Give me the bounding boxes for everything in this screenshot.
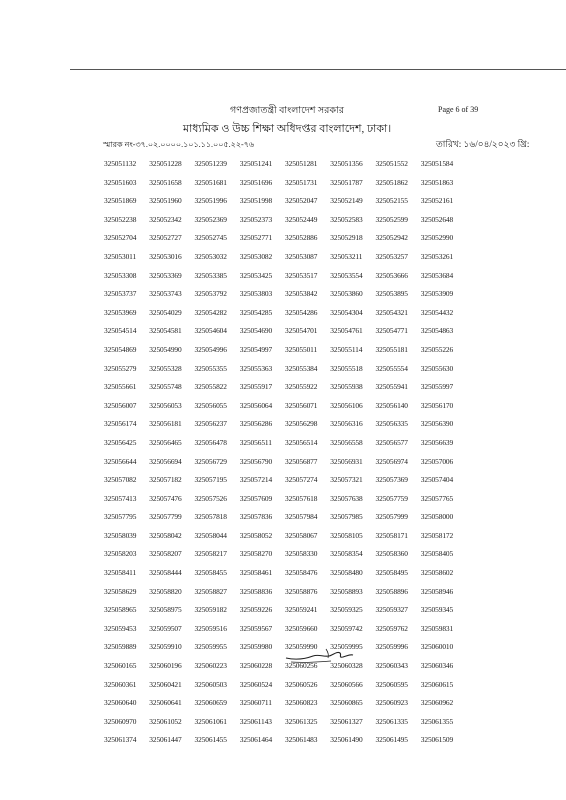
roll-number-cell: 325059955 [194,642,227,652]
roll-number-cell: 325056174 [104,419,137,429]
roll-number-cell: 325054581 [149,326,182,336]
roll-number-cell: 325054304 [330,307,363,317]
roll-number-cell: 325058039 [104,530,137,540]
roll-number-cell: 325058876 [285,586,318,596]
roll-number-cell: 325056694 [149,456,182,466]
roll-number-cell: 325058965 [104,605,137,615]
roll-number-cell: 325052238 [104,214,137,224]
signature-icon [283,644,363,666]
roll-number-cell: 325053792 [194,289,227,299]
roll-number-cell: 325054282 [194,307,227,317]
roll-number-cell: 325051731 [285,177,318,187]
roll-number-cell: 325058067 [285,530,318,540]
roll-number-cell: 325055363 [239,363,273,373]
roll-number-cell: 325061374 [104,735,137,745]
roll-number-cell: 325057984 [285,512,318,522]
roll-number-cell: 325056316 [330,419,363,429]
roll-number-cell: 325058207 [149,549,182,559]
roll-number-cell: 325055917 [239,382,273,392]
roll-number-cell: 325052155 [375,196,408,206]
roll-number-cell: 325059990 [285,642,318,652]
roll-number-cell: 325057985 [330,512,363,522]
roll-number-cell: 325059980 [239,642,273,652]
roll-number-cell: 325053743 [149,289,182,299]
roll-number-cell: 325054771 [375,326,408,336]
roll-number-cell: 325058461 [239,568,273,578]
roll-number-cell: 325061143 [239,716,272,726]
roll-number-cell: 325051681 [194,177,227,187]
roll-number-cell: 325051281 [285,159,318,168]
roll-number-cell: 325053032 [194,251,227,261]
roll-number-cell: 325059996 [375,642,408,652]
roll-number-cell: 325058105 [330,530,363,540]
roll-number-cell: 325060641 [149,698,182,708]
roll-number-cell: 325057795 [104,512,137,522]
roll-number-cell: 325052161 [420,196,454,206]
roll-number-cell: 325057526 [194,493,227,503]
roll-number-cell: 325056237 [194,419,227,429]
roll-number-cell: 325056729 [194,456,227,466]
roll-number-cell: 325053860 [330,289,363,299]
roll-number-cell: 325061447 [149,735,182,745]
roll-number-cell: 325056106 [330,400,363,410]
roll-number-cell: 325058629 [104,586,137,596]
roll-number-cell: 325057999 [375,512,408,522]
roll-number-cell: 325059831 [420,623,454,633]
roll-number-cell: 325055011 [285,344,318,354]
roll-number-cell: 325059516 [194,623,227,633]
roll-number-cell: 325058411 [104,568,137,578]
roll-number-cell: 325060615 [420,679,454,689]
roll-number-cell: 325058171 [375,530,408,540]
roll-number-cell: 325053737 [104,289,137,299]
roll-number-cell: 325056425 [104,437,137,447]
roll-number-cell: 325056639 [420,437,454,447]
roll-number-cell: 325057618 [285,493,318,503]
roll-number-cell: 325056064 [239,400,273,410]
roll-number-cell: 325060328 [330,661,363,671]
roll-number-cell: 325056644 [104,456,137,466]
roll-number-cell: 325061327 [330,716,363,726]
roll-number-cell: 325054285 [239,307,273,317]
roll-number-cell: 325057321 [330,475,363,485]
roll-number-cell: 325061495 [375,735,408,745]
roll-number-cell: 325053803 [239,289,273,299]
roll-number-cell: 325052745 [194,233,227,243]
roll-number-cell: 325060962 [420,698,454,708]
roll-number-cell: 325053554 [330,270,363,280]
roll-number-cell: 325052047 [285,196,318,206]
roll-number-cell: 325055226 [420,344,454,354]
roll-number-cell: 325061325 [285,716,318,726]
roll-number-cell: 325054029 [149,307,182,317]
roll-number-cell: 325057476 [149,493,182,503]
roll-number-cell: 325060595 [375,679,408,689]
roll-number-cell: 325058052 [239,530,273,540]
roll-number-cell: 325056335 [375,419,408,429]
roll-number-cell: 325054869 [104,344,137,354]
roll-number-cell: 325054432 [420,307,454,317]
roll-number-cell: 325054286 [285,307,318,317]
roll-number-cell: 325053517 [285,270,318,280]
roll-number-cell: 325051132 [104,159,137,168]
roll-number-cell: 325059889 [104,642,137,652]
roll-number-cell: 325052918 [330,233,363,243]
roll-number-cell: 325055922 [285,382,318,392]
roll-number-cell: 325055355 [194,363,227,373]
roll-number-cell: 325055518 [330,363,363,373]
roll-number-cell: 325055997 [420,382,454,392]
roll-number-cell: 325056053 [149,400,182,410]
roll-number-cell: 325051228 [149,159,182,168]
roll-number-cell: 325054863 [420,326,454,336]
roll-number-cell: 325060970 [104,716,137,726]
roll-number-cell: 325061355 [420,716,454,726]
roll-number-cell: 325056511 [239,437,272,447]
roll-number-cell: 325057195 [194,475,227,485]
roll-number-cell: 325055941 [375,382,408,392]
roll-number-cell: 325059762 [375,623,408,633]
roll-number-cell: 325060865 [330,698,363,708]
roll-number-cell: 325061464 [239,735,273,745]
roll-number-cell: 325058203 [104,549,137,559]
roll-number-cell: 325052373 [239,214,273,224]
roll-number-cell: 325051603 [104,177,137,187]
roll-number-cell: 325057638 [330,493,363,503]
roll-number-cell: 325052648 [420,214,454,224]
roll-number-cell: 325060223 [194,661,227,671]
roll-number-cell: 325058455 [194,568,227,578]
roll-number-cell: 325054701 [285,326,318,336]
roll-number-cell: 325061335 [375,716,408,726]
roll-number-cell: 325061061 [194,716,227,726]
roll-number-cell: 325052369 [194,214,227,224]
roll-number-cell: 325051658 [149,177,182,187]
roll-number-cell: 325060823 [285,698,318,708]
roll-number-cell: 325055114 [330,344,363,354]
roll-number-cell: 325059345 [420,605,454,615]
roll-number-cell: 325051863 [420,177,454,187]
roll-number-cell: 325056558 [330,437,363,447]
roll-number-cell: 325054761 [330,326,363,336]
roll-number-cell: 325051696 [239,177,273,187]
roll-number-cell: 325056055 [194,400,227,410]
roll-number-cell: 325058480 [330,568,363,578]
roll-number-cell: 325051241 [239,159,273,168]
roll-number-cell: 325052599 [375,214,408,224]
roll-number-cell: 325058172 [420,530,454,540]
roll-number-cell: 325060256 [285,661,318,671]
roll-number-cell: 325056577 [375,437,408,447]
roll-number-cell: 325057082 [104,475,137,485]
roll-number-cell: 325060711 [239,698,272,708]
roll-number-cell: 325059453 [104,623,137,633]
roll-number-cell: 325053308 [104,270,137,280]
roll-number-cell: 325061490 [330,735,363,745]
roll-number-cell: 325061483 [285,735,318,745]
roll-number-cell: 325060659 [194,698,227,708]
roll-number-cell: 325058827 [194,586,227,596]
roll-number-cell: 325059325 [330,605,363,615]
roll-number-cell: 325060196 [149,661,182,671]
roll-number-cell: 325056478 [194,437,227,447]
roll-number-cell: 325052990 [420,233,454,243]
roll-number-cell: 325056931 [330,456,363,466]
roll-number-cell: 325054997 [239,344,273,354]
roll-number-cell: 325058360 [375,549,408,559]
roll-number-cell: 325058946 [420,586,454,596]
roll-number-cell: 325053425 [239,270,273,280]
roll-number-cell: 325058975 [149,605,182,615]
roll-number-cell: 325057274 [285,475,318,485]
roll-number-cell: 325051239 [194,159,227,168]
roll-number-cell: 325058820 [149,586,182,596]
roll-number-cell: 325055384 [285,363,318,373]
roll-number-cell: 325058893 [330,586,363,596]
roll-number-cell: 325058044 [194,530,227,540]
roll-number-cell: 325055661 [104,382,137,392]
roll-number-cell: 325056140 [375,400,408,410]
roll-number-cell: 325060343 [375,661,408,671]
roll-number-cell: 325060526 [285,679,318,689]
roll-number-cell: 325060640 [104,698,137,708]
roll-number-cell: 325051356 [330,159,363,168]
roll-number-cell: 325059241 [285,605,318,615]
roll-number-cell: 325059182 [194,605,227,615]
roll-number-cell: 325051869 [104,196,137,206]
roll-number-cell: 325057609 [239,493,273,503]
roll-number-cell: 325053087 [285,251,318,261]
roll-number-cell: 325056170 [420,400,454,410]
roll-number-cell: 325054996 [194,344,227,354]
roll-number-cell: 325055938 [330,382,363,392]
roll-number-cell: 325054604 [194,326,227,336]
roll-number-cell: 325055822 [194,382,227,392]
roll-number-cell: 325052583 [330,214,363,224]
roll-number-cell: 325056007 [104,400,137,410]
top-rule [70,69,566,70]
roll-number-cell: 325060566 [330,679,363,689]
roll-number-cell: 325053211 [330,251,363,261]
roll-number-cell: 325059910 [149,642,182,652]
roll-number-cell: 325057006 [420,456,454,466]
roll-number-cell: 325057818 [194,512,227,522]
roll-number-cell: 325058000 [420,512,454,522]
roll-number-cell: 325056974 [375,456,408,466]
roll-number-cell: 325053257 [375,251,408,261]
roll-number-cell: 325060165 [104,661,137,671]
roll-number-cell: 325056877 [285,456,318,466]
roll-number-cell: 325058405 [420,549,454,559]
roll-number-cell: 325058495 [375,568,408,578]
roll-number-cell: 325052704 [104,233,137,243]
roll-number-cell: 325058042 [149,530,182,540]
roll-number-cell: 325052942 [375,233,408,243]
roll-number-cell: 325059742 [330,623,363,633]
roll-number-cell: 325052727 [149,233,182,243]
roll-number-cell: 325058476 [285,568,318,578]
government-title: গণপ্রজাতন্ত্রী বাংলাদেশ সরকার [230,106,345,116]
roll-number-cell: 325053369 [149,270,182,280]
roll-number-cell: 325058602 [420,568,454,578]
roll-number-cell: 325051862 [375,177,408,187]
roll-number-cell: 325057759 [375,493,408,503]
roll-number-cell: 325061052 [149,716,182,726]
roll-number-cell: 325060010 [420,642,454,652]
roll-number-cell: 325053842 [285,289,318,299]
roll-number-cell: 325060346 [420,661,454,671]
roll-number-cell: 325057799 [149,512,182,522]
roll-number-cell: 325053082 [239,251,273,261]
roll-number-cell: 325054514 [104,326,137,336]
roll-number-cell: 325051787 [330,177,363,187]
page-number: Page 6 of 39 [438,105,479,114]
roll-number-cell: 325057404 [420,475,454,485]
roll-number-cell: 325057765 [420,493,454,503]
roll-number-cell: 325061509 [420,735,454,745]
roll-number-cell: 325055279 [104,363,137,373]
roll-number-cell: 325056071 [285,400,318,410]
roll-number-cell: 325052149 [330,196,363,206]
roll-number-cell: 325057214 [239,475,273,485]
roll-number-cell: 325053011 [104,251,137,261]
roll-number-cell: 325060228 [239,661,273,671]
roll-number-cell: 325058444 [149,568,182,578]
roll-number-cell: 325055328 [149,363,182,373]
roll-number-cell: 325051552 [375,159,408,168]
roll-number-cell: 325055554 [375,363,408,373]
roll-number-cell: 325059567 [239,623,273,633]
roll-number-cell: 325056790 [239,456,273,466]
roll-number-cell: 325053684 [420,270,454,280]
roll-number-cell: 325052449 [285,214,318,224]
roll-number-cell: 325051584 [420,159,454,168]
roll-number-cell: 325057182 [149,475,182,485]
roll-number-cell: 325053666 [375,270,408,280]
roll-number-cell: 325054990 [149,344,182,354]
roll-number-cell: 325059507 [149,623,182,633]
roll-number-cell: 325057836 [239,512,273,522]
roll-number-cell: 325060361 [104,679,137,689]
roll-number-cell: 325060524 [239,679,273,689]
roll-number-cell: 325056390 [420,419,454,429]
roll-number-cell: 325051960 [149,196,182,206]
roll-number-cell: 325056298 [285,419,318,429]
roll-number-cell: 325053969 [104,307,137,317]
roll-number-cell: 325058836 [239,586,273,596]
department-title: মাধ্যমিক ও উচ্চ শিক্ষা অধিদপ্তর বাংলাদেশ, ঢাকা। [183,123,392,135]
roll-number-cell: 325053261 [420,251,454,261]
roll-number-cell: 325056465 [149,437,182,447]
roll-number-cell: 325059660 [285,623,318,633]
roll-number-cell: 325054321 [375,307,408,317]
roll-number-cell: 325059226 [239,605,273,615]
roll-number-cell: 325052886 [285,233,318,243]
roll-number-cell: 325058330 [285,549,318,559]
roll-number-cell: 325057369 [375,475,408,485]
roll-number-cell: 325054690 [239,326,273,336]
roll-number-cell: 325055748 [149,382,182,392]
roll-number-cell: 325051998 [239,196,273,206]
memo-reference: স্মারক নং-৩৭.০২.০০০০.১০১.১১.০০৫.২২-৭৬ [103,140,255,149]
roll-number-cell: 325051996 [194,196,227,206]
roll-number-cell: 325059327 [375,605,408,615]
roll-number-cell: 325058270 [239,549,273,559]
roll-number-cell: 325060503 [194,679,227,689]
roll-number-cell: 325053895 [375,289,408,299]
roll-number-cell: 325058896 [375,586,408,596]
roll-number-cell: 325059995 [330,642,363,652]
roll-number-cell: 325053385 [194,270,227,280]
roll-number-cell: 325055181 [375,344,408,354]
roll-number-cell: 325056181 [149,419,182,429]
roll-number-cell: 325058354 [330,549,363,559]
roll-number-cell: 325056514 [285,437,318,447]
roll-number-cell: 325061455 [194,735,227,745]
roll-number-cell: 325055630 [420,363,454,373]
roll-number-cell: 325052342 [149,214,182,224]
roll-number-cell: 325058217 [194,549,227,559]
roll-number-cell: 325060421 [149,679,182,689]
roll-number-cell: 325060923 [375,698,408,708]
roll-number-cell: 325053016 [149,251,182,261]
memo-date: তারিখ: ১৬/০৪/২০২৩ খ্রি: [436,139,530,149]
roll-number-cell: 325056286 [239,419,273,429]
roll-number-cell: 325057413 [104,493,137,503]
roll-number-cell: 325052771 [239,233,273,243]
roll-number-cell: 325053909 [420,289,454,299]
